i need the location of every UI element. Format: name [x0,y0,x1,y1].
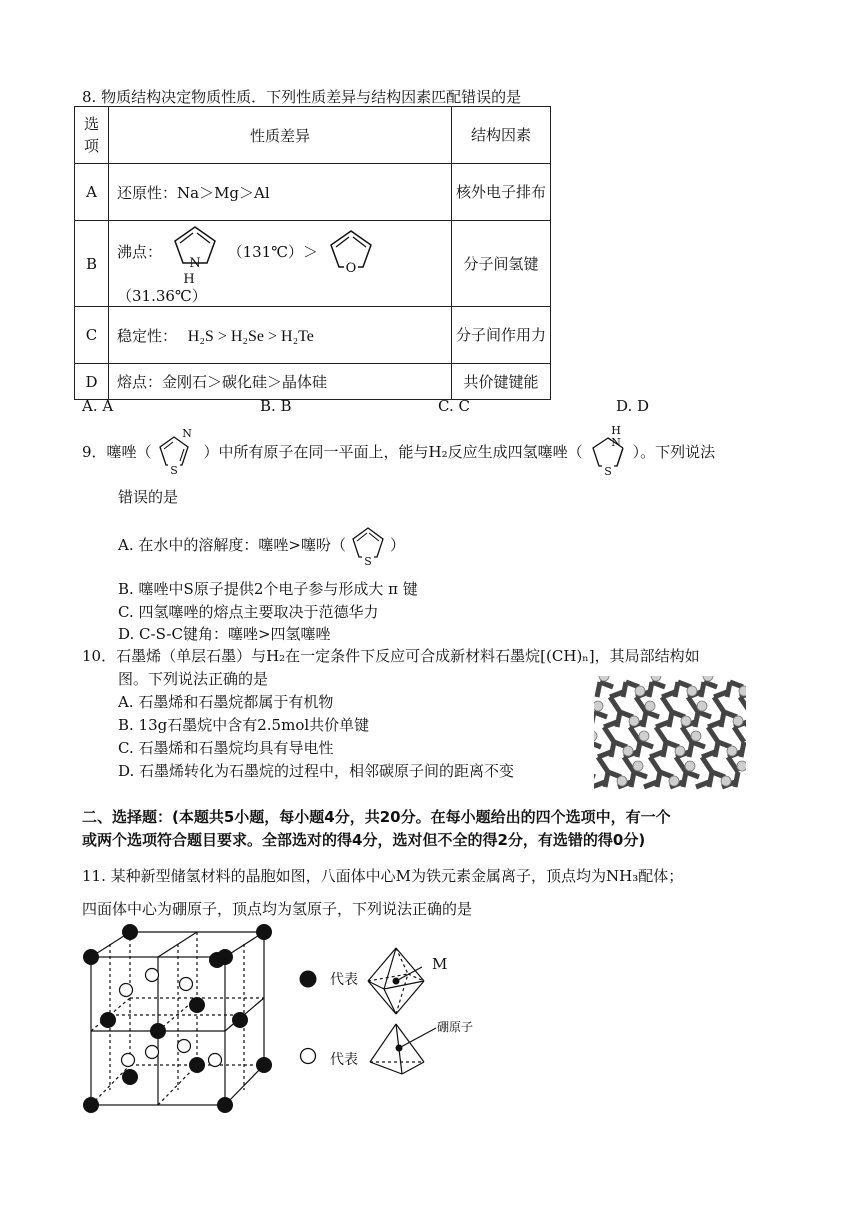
q9-stem-line2: 错误的是 [118,488,179,506]
q8-choice-c[interactable]: C. C [438,397,470,415]
tetrahydrothiazole-structure [583,424,633,478]
section2-line2: 或两个选项符合题目要求。全部选对的得4分，选对但不全的得2分，有选错的得0分) [82,831,646,849]
q10-choice-a[interactable]: A. 石墨烯和石墨烷都属于有机物 [118,693,334,711]
q10-stem-line1: 10．石墨烯（单层石墨）与H₂在一定条件下反应可合成新材料石墨烷[(CH)ₙ]，其局部结构如 [82,647,700,665]
graphane-structure-image [594,676,746,792]
row-c-option: C [75,307,109,364]
svg-text:S: S [364,555,372,568]
label-boron: 硼原子 [437,1020,474,1034]
q9-choice-c[interactable]: C. 四氢噻唑的熔点主要取决于范德华力 [118,603,379,621]
pyrrole-structure [167,221,223,285]
header-factor: 结构因素 [452,107,551,164]
row-a-property: 还原性：Na＞Mg＞Al [109,164,452,221]
row-b-factor: 分子间氢键 [452,221,551,307]
q10-stem-line2: 图。下列说法正确的是 [118,670,269,688]
row-a-factor: 核外电子排布 [452,164,551,221]
q10-choice-b[interactable]: B. 13g石墨烷中含有2.5mol共价单键 [118,716,370,734]
svg-text:N: N [610,436,621,449]
row-b-option: B [75,221,109,307]
q8-choice-b[interactable]: B. B [260,397,292,415]
row-a-option: A [75,164,109,221]
q11-stem-line2: 四面体中心为硼原子，顶点均为氢原子，下列说法正确的是 [82,900,473,918]
tetrahedron-icon [366,1020,440,1078]
legend-black-text: 代表 [330,972,358,988]
q9-choice-b[interactable]: B. 噻唑中S原子提供2个电子参与形成大 π 键 [118,580,418,598]
thiophene-structure [346,520,390,568]
q8-stem: 8. 物质结构决定物质性质．下列性质差异与结构因素匹配错误的是 [82,88,522,106]
legend-white-dot [297,1045,319,1067]
furan-structure [323,225,379,281]
q10-choice-d[interactable]: D. 石墨烯转化为石墨烷的过程中，相邻碳原子间的距离不变 [118,762,515,780]
svg-text:S: S [169,464,178,477]
q11-stem-line1: 11. 某种新型储氢材料的晶胞如图，八面体中心M为铁元素金属离子，顶点均为NH₃配体； [82,867,684,885]
q10-choice-c[interactable]: C. 石墨烯和石墨烷均具有导电性 [118,739,334,757]
svg-text:H: H [610,424,621,437]
row-c-property: 稳定性： H₂S > H₂Se > H₂Te [109,307,452,364]
svg-text:N: N [189,256,201,271]
row-c-factor: 分子间作用力 [452,307,551,364]
row-d-option: D [75,364,109,400]
svg-text:O: O [345,261,357,276]
section2-line1: 二、选择题：(本题共5小题，每小题4分，共20分。在每小题给出的四个选项中，有一个 [82,808,671,826]
crystal-cell-diagram [78,920,278,1120]
row-d-factor: 共价键键能 [452,364,551,400]
row-d-property: 熔点：金刚石＞碳化硅＞晶体硅 [109,364,452,400]
thiazole-structure [152,425,196,477]
q9-choice-d[interactable]: D. C-S-C键角：噻唑>四氢噻唑 [118,625,331,643]
svg-text:S: S [603,465,612,478]
q9-stem-line1: 9．噻唑（ N S ）中所有原子在同一平面上，能与H₂反应生成四氢噻唑（ H N S ）。下列说法 [82,424,716,478]
octahedron-icon [362,945,430,1017]
header-option: 选 项 [75,107,109,164]
q8-table [74,106,551,400]
label-m: M [432,955,448,973]
legend-black-dot [297,968,319,990]
header-property: 性质差异 [109,107,452,164]
q8-choice-d[interactable]: D. D [616,397,650,415]
row-b-property: 沸点： N H （131℃）＞ O （31.36℃） [109,221,452,307]
svg-text:N: N [181,427,192,440]
q9-choice-a[interactable]: A. 在水中的溶解度：噻唑>噻吩（ S ） [118,520,405,568]
legend-white-text: 代表 [330,1052,358,1068]
svg-text:H: H [183,272,195,285]
q8-choice-a[interactable]: A. A [82,397,114,415]
